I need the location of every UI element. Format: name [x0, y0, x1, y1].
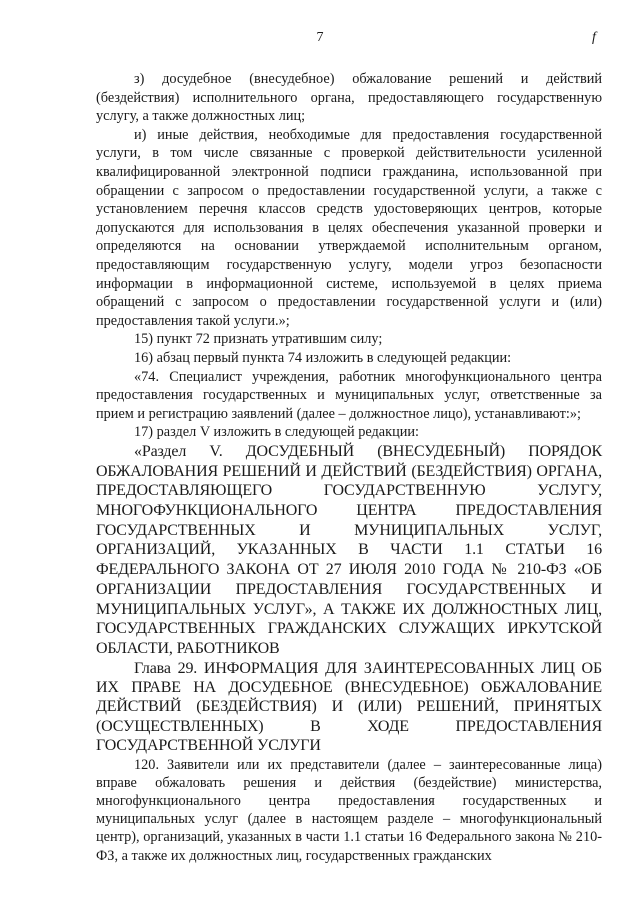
paragraph-item-i: и) иные действия, необходимые для предоставления государственной услуги, в том числе связанные с проверкой действительности усиленной квалифицированной электронной подписи гражданина, использованной при обращении с запросом о предоставлении государственной услуги, а также с установлением перечня классов средств удостоверяющих центров, которые допускаются для использования в целях обеспечения указанной проверки и определяются на основании утверждаемой исполнительным органом, предоставляющим государственную услугу, модели угроз безопасности информации в информационной системе, используемой в целях приема обращений с запросом о предоставлении государственной услуги и (или) предоставления такой услуги.»;: [96, 126, 602, 329]
chapter-heading: Глава 29. ИНФОРМАЦИЯ ДЛЯ ЗАИНТЕРЕСОВАННЫХ ЛИЦ ОБ ИХ ПРАВЕ НА ДОСУДЕБНОЕ (ВНЕСУДЕБНОЕ) ОБЖАЛОВАНИЕ ДЕЙСТВИЙ (БЕЗДЕЙСТВИЯ) И (ИЛИ) РЕШЕНИЙ, ПРИНЯТЫХ (ОСУЩЕСТВЛЕННЫХ) В ХОДЕ ПРЕДОСТАВЛЕНИЯ ГОСУДАРСТВЕННОЙ УСЛУГИ: [96, 659, 602, 755]
paragraph-item-15: 15) пункт 72 признать утратившим силу;: [134, 331, 383, 348]
paragraph-item-17: 17) раздел V изложить в следующей редакции:: [134, 424, 420, 441]
document-body: [96, 70, 602, 865]
section-heading: «Раздел V. ДОСУДЕБНЫЙ (ВНЕСУДЕБНЫЙ) ПОРЯДОК ОБЖАЛОВАНИЯ РЕШЕНИЙ И ДЕЙСТВИЙ (БЕЗДЕЙСТВИЯ) ОРГАНА, ПРЕДОСТАВЛЯЮЩЕГО ГОСУДАРСТВЕННУЮ УСЛУГУ, МНОГОФУНКЦИОНАЛЬНОГО ЦЕНТРА ПРЕДОСТАВЛЕНИЯ ГОСУДАРСТВЕННЫХ И МУНИЦИПАЛЬНЫХ УСЛУГ, ОРГАНИЗАЦИЙ, УКАЗАННЫХ В ЧАСТИ 1.1 СТАТЬИ 16 ФЕДЕРАЛЬНОГО ЗАКОНА ОТ 27 ИЮЛЯ 2010 ГОДА № 210-ФЗ «ОБ ОРГАНИЗАЦИИ ПРЕДОСТАВЛЕНИЯ ГОСУДАРСТВЕННЫХ И МУНИЦИПАЛЬНЫХ УСЛУГ», А ТАКЖЕ ИХ ДОЛЖНОСТНЫХ ЛИЦ, ГОСУДАРСТВЕННЫХ ГРАЖДАНСКИХ СЛУЖАЩИХ ИРКУТСКОЙ ОБЛАСТИ, РАБОТНИКОВ: [96, 442, 602, 657]
page-number: 7: [316, 30, 324, 45]
paragraph-quote-74: «74. Специалист учреждения, работник многофункционального центра предоставления государственных и муниципальных услуг, ответственные за прием и регистрацию заявлений (далее – должностное лицо), устанавливают:»;: [96, 368, 602, 422]
paragraph-item-16: 16) абзац первый пункта 74 изложить в следующей редакции:: [134, 349, 512, 366]
paragraph-item-z: з) досудебное (внесудебное) обжалование решений и действий (бездействия) исполнительного органа, предоставляющего государственную услугу, а также должностных лиц;: [96, 71, 602, 125]
paragraph-120: 120. Заявители или их представители (далее – заинтересованные лица) вправе обжаловать решения и действия (бездействие) министерства, многофункционального центра предоставления государственных и муниципальных услуг (далее в настоящем разделе – многофункциональный центр), организаций, указанных в части 1.1 статьи 16 Федерального закона № 210-ФЗ, а также их должностных лиц, государственных гражданских: [96, 756, 602, 864]
corner-mark: f: [592, 30, 596, 45]
